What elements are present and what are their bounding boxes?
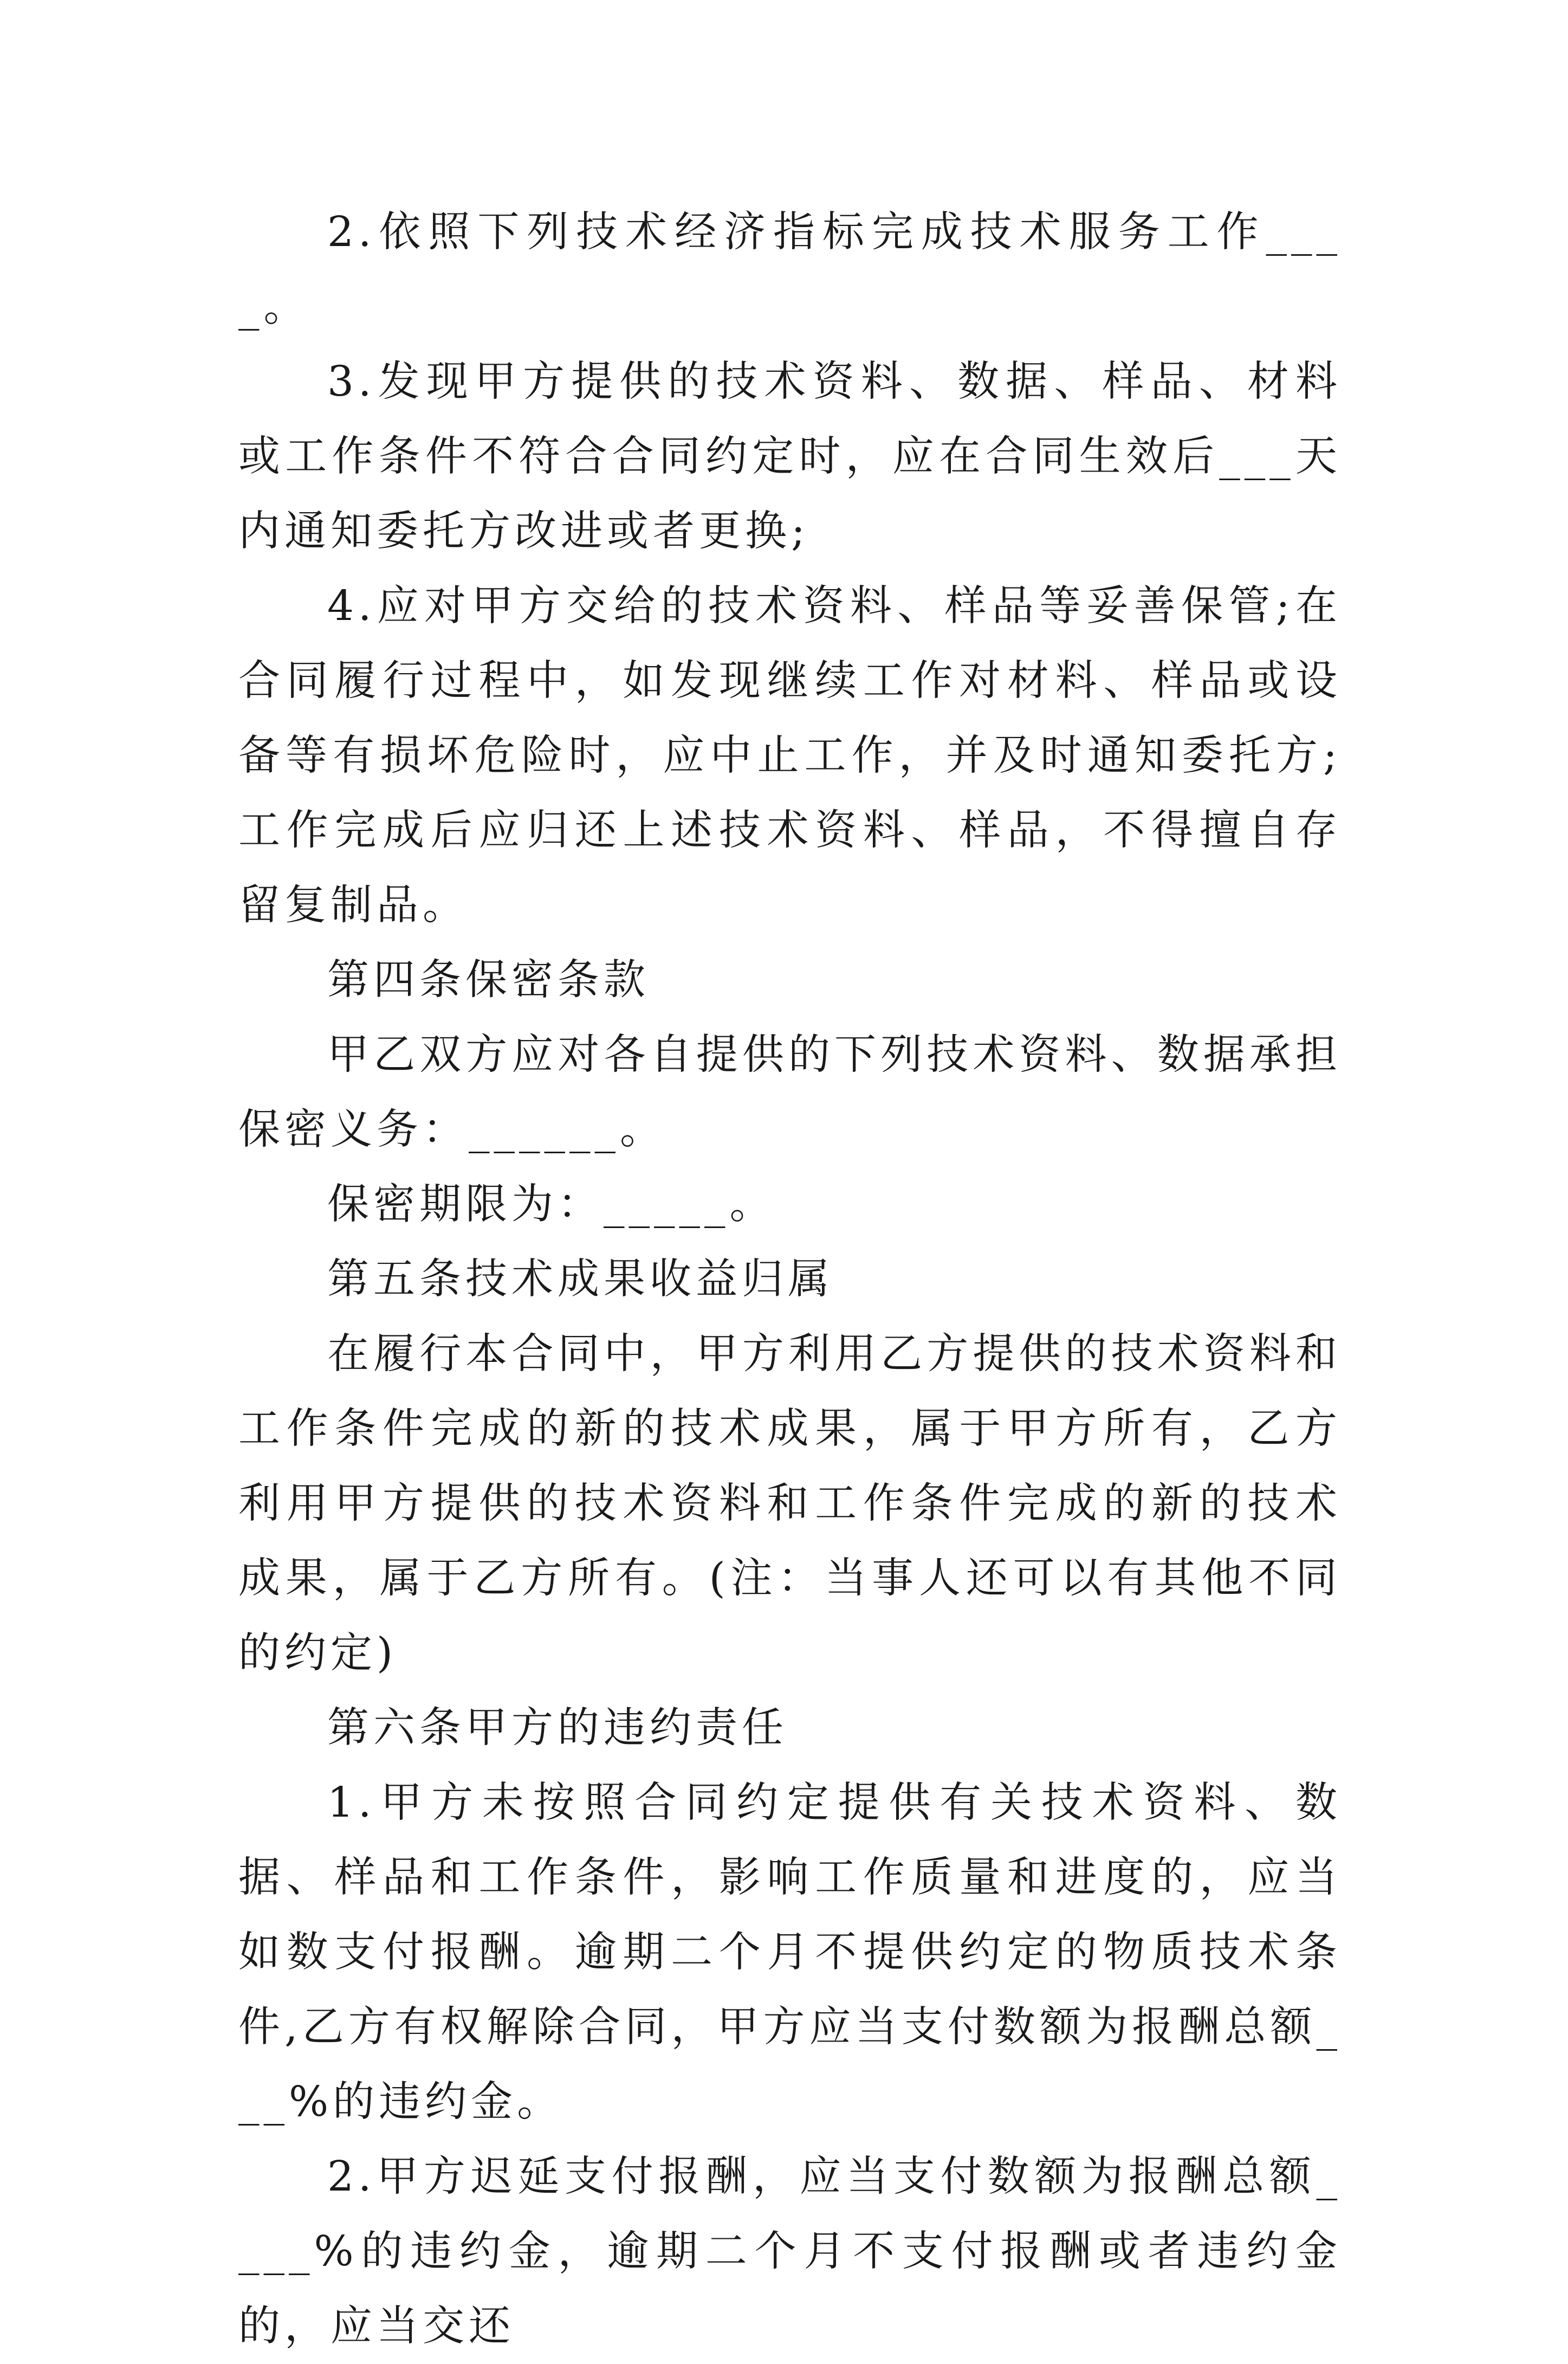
paragraph-item-4: 4.应对甲方交给的技术资料、样品等妥善保管;在合同履行过程中，如发现继续工作对材料、样品或设备等有损坏危险时，应中止工作，并及时通知委托方;工作完成后应归还上述技术资料、样品，不得擅自存留复制品。 (238, 582, 1342, 929)
document-body (238, 195, 1342, 2364)
paragraph-ownership: 在履行本合同中，甲方利用乙方提供的技术资料和工作条件完成的新的技术成果，属于甲方所有，乙方利用甲方提供的技术资料和工作条件完成的新的技术成果，属于乙方所有。(注：当事人还可以有其他不同的约定) (238, 1330, 1342, 1677)
section-heading-article-5: 第五条技术成果收益归属 (327, 1255, 834, 1303)
paragraph-breach-2: 2.甲方迟延支付报酬，应当支付数额为报酬总额____%的违约金，逾期二个月不支付报酬或者违约金的，应当交还 (238, 2153, 1342, 2350)
paragraph-confidential-items: 甲乙双方应对各自提供的下列技术资料、数据承担保密义务：______。 (238, 1031, 1342, 1154)
paragraph-breach-1: 1.甲方未按照合同约定提供有关技术资料、数据、样品和工作条件，影响工作质量和进度的，应当如数支付报酬。逾期二个月不提供约定的物质技术条件,乙方有权解除合同，甲方应当支付数额为报酬总额___%的违约金。 (238, 1779, 1342, 2126)
paragraph-item-3: 3.发现甲方提供的技术资料、数据、样品、材料或工作条件不符合合同约定时，应在合同生效后___天内通知委托方改进或者更换; (238, 358, 1342, 556)
paragraph-confidential-period: 保密期限为：_____。 (327, 1180, 776, 1229)
section-heading-article-4: 第四条保密条款 (327, 956, 650, 1004)
section-heading-article-6: 第六条甲方的违约责任 (327, 1704, 788, 1752)
paragraph-item-2: 2.依照下列技术经济指标完成技术服务工作____。 (238, 208, 1342, 331)
